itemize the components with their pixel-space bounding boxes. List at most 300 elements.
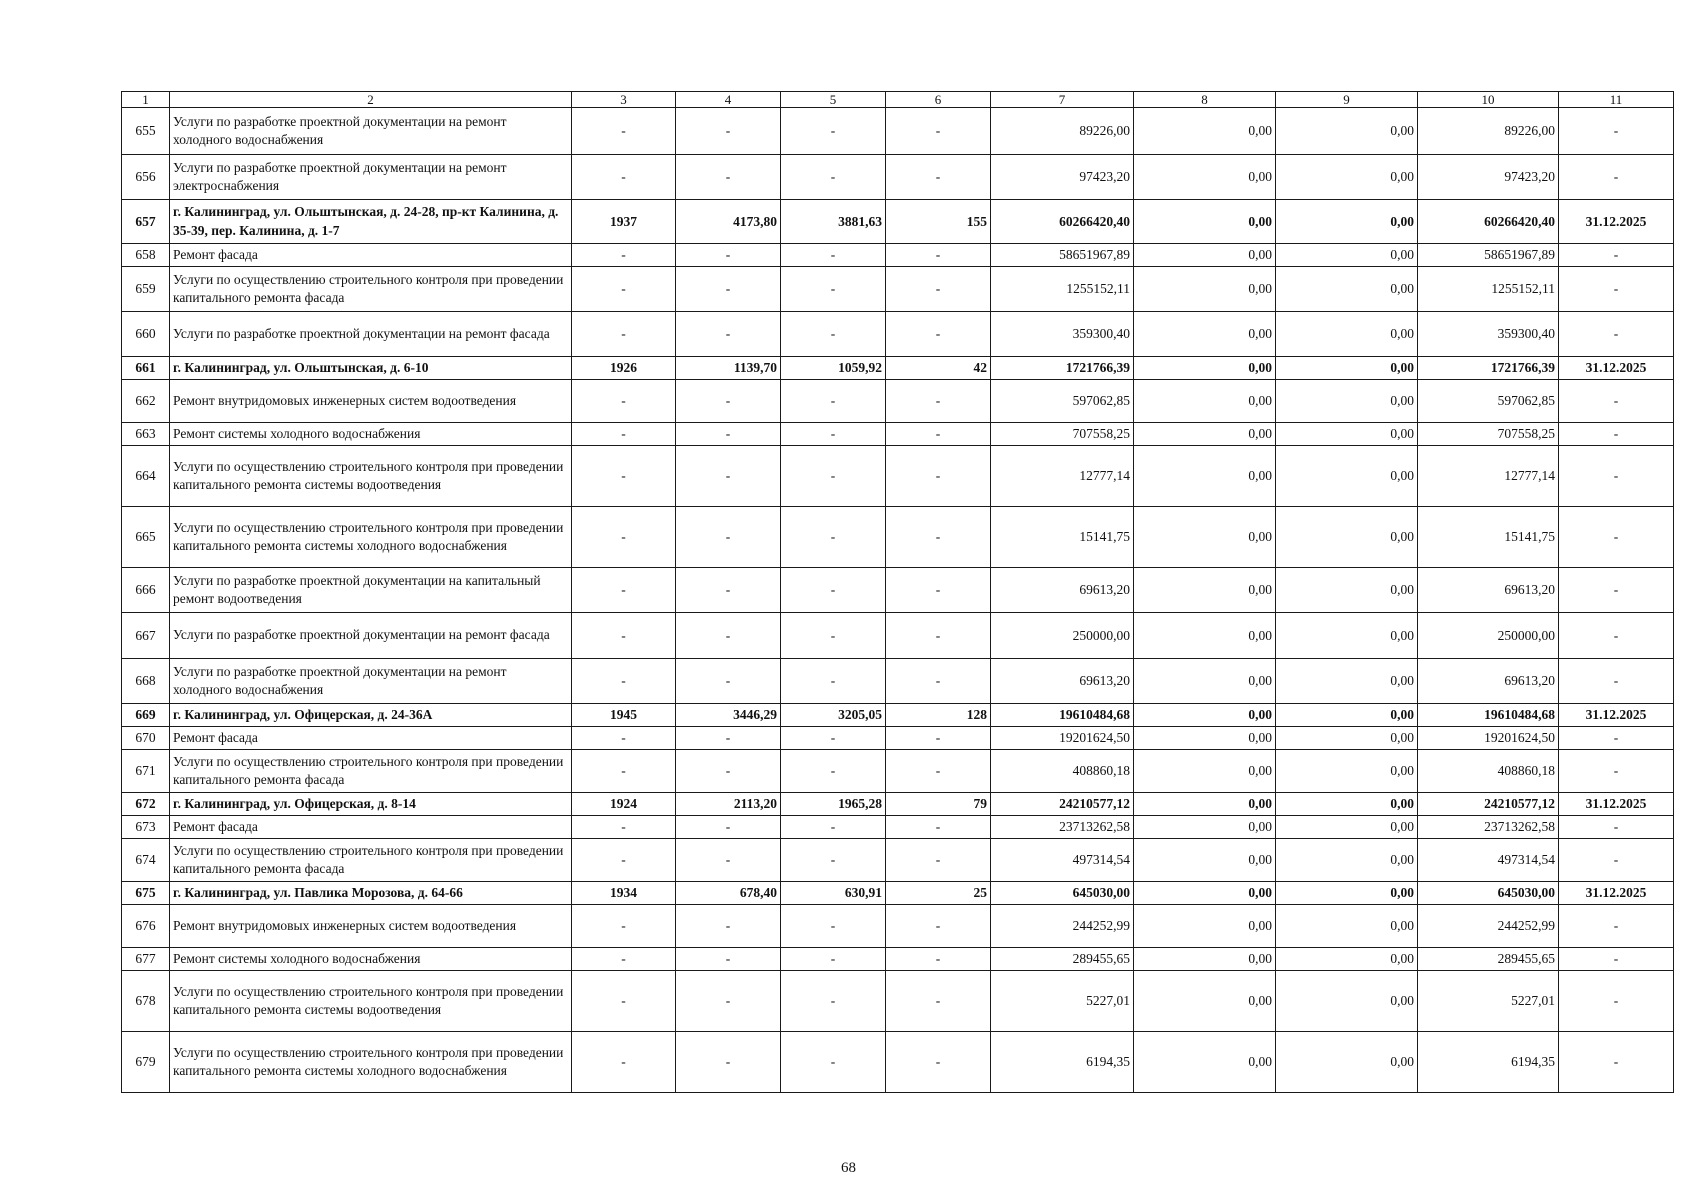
work-row [122,446,1674,507]
completion-date-cell: 31.12.2025 [1559,704,1674,727]
fund-cost-cell: 0,00 [1134,507,1276,568]
residents-cell: 155 [886,200,991,244]
work-description: г. Калининград, ул. Павлика Морозова, д. 64-66 [170,882,572,905]
area-total-cell: - [676,423,781,446]
total-cost-cell: 23713262,58 [991,816,1134,839]
area-total-cell: - [676,380,781,423]
budget-cost-cell: 0,00 [1276,1032,1418,1093]
area-living-cell: - [781,423,886,446]
column-header: 10 [1418,92,1559,108]
residents-cell: - [886,948,991,971]
completion-date-cell: - [1559,971,1674,1032]
work-description: г. Калининград, ул. Ольштынская, д. 24-28, пр-кт Калинина, д. 35-39, пер. Калинина, д. 1-7 [170,200,572,244]
build-year-cell: - [572,839,676,882]
work-description: Услуги по разработке проектной документации на ремонт холодного водоснабжения [170,108,572,155]
budget-cost-cell: 0,00 [1276,155,1418,200]
row-number: 678 [122,971,170,1032]
completion-date-cell: - [1559,423,1674,446]
area-living-cell: - [781,155,886,200]
completion-date-cell: - [1559,613,1674,659]
area-living-cell: - [781,568,886,613]
area-living-cell: 3205,05 [781,704,886,727]
total-cost-cell: 89226,00 [991,108,1134,155]
build-year-cell: - [572,568,676,613]
area-living-cell: 630,91 [781,882,886,905]
build-year-cell: - [572,613,676,659]
row-number: 655 [122,108,170,155]
completion-date-cell: - [1559,108,1674,155]
build-year-cell: - [572,380,676,423]
owners-cost-cell: 250000,00 [1418,613,1559,659]
fund-cost-cell: 0,00 [1134,793,1276,816]
residents-cell: - [886,659,991,704]
build-year-cell: - [572,507,676,568]
work-description: Ремонт внутридомовых инженерных систем водоотведения [170,905,572,948]
completion-date-cell: - [1559,568,1674,613]
area-total-cell: - [676,568,781,613]
table-body [122,92,1674,1093]
work-description: Услуги по осуществлению строительного контроля при проведении капитального ремонта фасада [170,839,572,882]
work-row [122,267,1674,312]
owners-cost-cell: 23713262,58 [1418,816,1559,839]
total-cost-cell: 24210577,12 [991,793,1134,816]
residents-cell: - [886,750,991,793]
owners-cost-cell: 19610484,68 [1418,704,1559,727]
row-number: 672 [122,793,170,816]
budget-cost-cell: 0,00 [1276,568,1418,613]
fund-cost-cell: 0,00 [1134,905,1276,948]
column-header: 7 [991,92,1134,108]
build-year-cell: - [572,659,676,704]
residents-cell: - [886,905,991,948]
area-total-cell: - [676,839,781,882]
budget-cost-cell: 0,00 [1276,244,1418,267]
owners-cost-cell: 12777,14 [1418,446,1559,507]
column-header: 5 [781,92,886,108]
residents-cell: - [886,423,991,446]
row-number: 671 [122,750,170,793]
area-living-cell: - [781,905,886,948]
fund-cost-cell: 0,00 [1134,108,1276,155]
fund-cost-cell: 0,00 [1134,704,1276,727]
fund-cost-cell: 0,00 [1134,882,1276,905]
work-description: Услуги по осуществлению строительного контроля при проведении капитального ремонта фасада [170,267,572,312]
area-living-cell: - [781,839,886,882]
fund-cost-cell: 0,00 [1134,816,1276,839]
residents-cell: 79 [886,793,991,816]
work-description: Ремонт системы холодного водоснабжения [170,948,572,971]
area-total-cell: 678,40 [676,882,781,905]
owners-cost-cell: 497314,54 [1418,839,1559,882]
row-number: 656 [122,155,170,200]
work-description: Услуги по осуществлению строительного контроля при проведении капитального ремонта системы холодного водоснабжения [170,1032,572,1093]
completion-date-cell: - [1559,750,1674,793]
residents-cell: - [886,971,991,1032]
total-cost-cell: 250000,00 [991,613,1134,659]
build-year-cell: - [572,750,676,793]
owners-cost-cell: 69613,20 [1418,568,1559,613]
work-row [122,905,1674,948]
build-year-cell: - [572,971,676,1032]
row-number: 660 [122,312,170,357]
completion-date-cell: - [1559,446,1674,507]
area-living-cell: - [781,312,886,357]
row-number: 663 [122,423,170,446]
completion-date-cell: - [1559,905,1674,948]
area-total-cell: 3446,29 [676,704,781,727]
area-total-cell: - [676,613,781,659]
budget-cost-cell: 0,00 [1276,750,1418,793]
column-header: 11 [1559,92,1674,108]
budget-cost-cell: 0,00 [1276,200,1418,244]
work-description: Ремонт внутридомовых инженерных систем водоотведения [170,380,572,423]
area-living-cell: 1059,92 [781,357,886,380]
build-year-cell: 1934 [572,882,676,905]
row-number: 661 [122,357,170,380]
row-number: 669 [122,704,170,727]
build-year-cell: - [572,948,676,971]
owners-cost-cell: 359300,40 [1418,312,1559,357]
build-year-cell: 1945 [572,704,676,727]
budget-cost-cell: 0,00 [1276,839,1418,882]
budget-cost-cell: 0,00 [1276,704,1418,727]
work-description: Услуги по осуществлению строительного контроля при проведении капитального ремонта системы водоотведения [170,446,572,507]
work-row [122,816,1674,839]
fund-cost-cell: 0,00 [1134,267,1276,312]
owners-cost-cell: 1721766,39 [1418,357,1559,380]
owners-cost-cell: 244252,99 [1418,905,1559,948]
total-cost-cell: 408860,18 [991,750,1134,793]
owners-cost-cell: 15141,75 [1418,507,1559,568]
area-living-cell: 1965,28 [781,793,886,816]
column-header: 9 [1276,92,1418,108]
row-number: 658 [122,244,170,267]
budget-cost-cell: 0,00 [1276,727,1418,750]
total-cost-cell: 1255152,11 [991,267,1134,312]
work-description: Услуги по разработке проектной документации на ремонт фасада [170,613,572,659]
work-description: Услуги по осуществлению строительного контроля при проведении капитального ремонта системы холодного водоснабжения [170,507,572,568]
page-number: 68 [841,1160,856,1176]
fund-cost-cell: 0,00 [1134,244,1276,267]
owners-cost-cell: 58651967,89 [1418,244,1559,267]
completion-date-cell: - [1559,155,1674,200]
work-row [122,568,1674,613]
column-header: 6 [886,92,991,108]
residents-cell: - [886,155,991,200]
area-living-cell: - [781,380,886,423]
residents-cell: 25 [886,882,991,905]
area-living-cell: - [781,971,886,1032]
area-living-cell: - [781,108,886,155]
work-description: Услуги по разработке проектной документации на капитальный ремонт водоотведения [170,568,572,613]
owners-cost-cell: 408860,18 [1418,750,1559,793]
completion-date-cell: 31.12.2025 [1559,357,1674,380]
fund-cost-cell: 0,00 [1134,839,1276,882]
build-year-cell: 1924 [572,793,676,816]
completion-date-cell: - [1559,380,1674,423]
work-row [122,659,1674,704]
work-row [122,613,1674,659]
area-total-cell: 1139,70 [676,357,781,380]
work-row [122,750,1674,793]
work-row [122,423,1674,446]
work-row [122,839,1674,882]
build-year-cell: - [572,312,676,357]
fund-cost-cell: 0,00 [1134,727,1276,750]
work-description: Услуги по разработке проектной документации на ремонт фасада [170,312,572,357]
fund-cost-cell: 0,00 [1134,200,1276,244]
budget-cost-cell: 0,00 [1276,613,1418,659]
build-year-cell: - [572,423,676,446]
area-living-cell: - [781,507,886,568]
row-number: 679 [122,1032,170,1093]
total-cost-cell: 597062,85 [991,380,1134,423]
row-number: 667 [122,613,170,659]
owners-cost-cell: 24210577,12 [1418,793,1559,816]
build-year-cell: - [572,244,676,267]
work-row [122,507,1674,568]
address-row [122,704,1674,727]
budget-cost-cell: 0,00 [1276,380,1418,423]
work-row [122,380,1674,423]
work-row [122,727,1674,750]
fund-cost-cell: 0,00 [1134,568,1276,613]
fund-cost-cell: 0,00 [1134,659,1276,704]
total-cost-cell: 1721766,39 [991,357,1134,380]
area-total-cell: - [676,108,781,155]
completion-date-cell: 31.12.2025 [1559,882,1674,905]
residents-cell: 128 [886,704,991,727]
budget-cost-cell: 0,00 [1276,905,1418,948]
build-year-cell: - [572,267,676,312]
budget-cost-cell: 0,00 [1276,507,1418,568]
total-cost-cell: 69613,20 [991,659,1134,704]
row-number: 666 [122,568,170,613]
build-year-cell: 1926 [572,357,676,380]
residents-cell: 42 [886,357,991,380]
residents-cell: - [886,507,991,568]
residents-cell: - [886,613,991,659]
row-number: 659 [122,267,170,312]
address-row [122,882,1674,905]
fund-cost-cell: 0,00 [1134,446,1276,507]
total-cost-cell: 707558,25 [991,423,1134,446]
owners-cost-cell: 97423,20 [1418,155,1559,200]
area-total-cell: - [676,312,781,357]
area-living-cell: 3881,63 [781,200,886,244]
total-cost-cell: 19201624,50 [991,727,1134,750]
work-description: Услуги по осуществлению строительного контроля при проведении капитального ремонта фасада [170,750,572,793]
completion-date-cell: - [1559,1032,1674,1093]
completion-date-cell: - [1559,267,1674,312]
column-header: 4 [676,92,781,108]
row-number: 668 [122,659,170,704]
total-cost-cell: 15141,75 [991,507,1134,568]
total-cost-cell: 497314,54 [991,839,1134,882]
owners-cost-cell: 707558,25 [1418,423,1559,446]
completion-date-cell: - [1559,948,1674,971]
total-cost-cell: 244252,99 [991,905,1134,948]
budget-cost-cell: 0,00 [1276,267,1418,312]
address-row [122,200,1674,244]
fund-cost-cell: 0,00 [1134,312,1276,357]
budget-cost-cell: 0,00 [1276,971,1418,1032]
area-living-cell: - [781,267,886,312]
area-living-cell: - [781,613,886,659]
work-description: г. Калининград, ул. Офицерская, д. 24-36А [170,704,572,727]
area-total-cell: 4173,80 [676,200,781,244]
residents-cell: - [886,568,991,613]
build-year-cell: - [572,727,676,750]
budget-cost-cell: 0,00 [1276,108,1418,155]
total-cost-cell: 19610484,68 [991,704,1134,727]
fund-cost-cell: 0,00 [1134,423,1276,446]
residents-cell: - [886,816,991,839]
completion-date-cell: - [1559,727,1674,750]
row-number: 657 [122,200,170,244]
area-total-cell: - [676,446,781,507]
work-description: Услуги по разработке проектной документации на ремонт холодного водоснабжения [170,659,572,704]
total-cost-cell: 359300,40 [991,312,1134,357]
area-total-cell: - [676,659,781,704]
completion-date-cell: - [1559,839,1674,882]
work-description: Ремонт фасада [170,727,572,750]
budget-cost-cell: 0,00 [1276,446,1418,507]
work-description: Ремонт системы холодного водоснабжения [170,423,572,446]
budget-cost-cell: 0,00 [1276,948,1418,971]
column-header: 2 [170,92,572,108]
area-living-cell: - [781,750,886,793]
row-number: 674 [122,839,170,882]
completion-date-cell: - [1559,244,1674,267]
work-description: Ремонт фасада [170,244,572,267]
residents-cell: - [886,380,991,423]
area-total-cell: - [676,1032,781,1093]
work-row [122,312,1674,357]
residents-cell: - [886,1032,991,1093]
work-description: Услуги по разработке проектной документации на ремонт электроснабжения [170,155,572,200]
area-total-cell: - [676,507,781,568]
row-number: 670 [122,727,170,750]
build-year-cell: 1937 [572,200,676,244]
completion-date-cell: 31.12.2025 [1559,793,1674,816]
residents-cell: - [886,727,991,750]
work-description: Ремонт фасада [170,816,572,839]
owners-cost-cell: 1255152,11 [1418,267,1559,312]
area-total-cell: - [676,727,781,750]
residents-cell: - [886,108,991,155]
area-total-cell: - [676,750,781,793]
owners-cost-cell: 69613,20 [1418,659,1559,704]
area-living-cell: - [781,446,886,507]
area-total-cell: - [676,948,781,971]
row-number: 665 [122,507,170,568]
work-row [122,108,1674,155]
build-year-cell: - [572,905,676,948]
row-number: 675 [122,882,170,905]
row-number: 676 [122,905,170,948]
fund-cost-cell: 0,00 [1134,380,1276,423]
residents-cell: - [886,267,991,312]
area-total-cell: - [676,971,781,1032]
build-year-cell: - [572,446,676,507]
work-row [122,244,1674,267]
build-year-cell: - [572,816,676,839]
residents-cell: - [886,446,991,507]
budget-cost-cell: 0,00 [1276,423,1418,446]
fund-cost-cell: 0,00 [1134,357,1276,380]
fund-cost-cell: 0,00 [1134,613,1276,659]
owners-cost-cell: 597062,85 [1418,380,1559,423]
budget-cost-cell: 0,00 [1276,659,1418,704]
area-living-cell: - [781,948,886,971]
area-total-cell: - [676,905,781,948]
budget-cost-cell: 0,00 [1276,357,1418,380]
area-living-cell: - [781,1032,886,1093]
column-header: 3 [572,92,676,108]
budget-cost-cell: 0,00 [1276,882,1418,905]
completion-date-cell: 31.12.2025 [1559,200,1674,244]
budget-table [121,91,1674,1093]
row-number: 664 [122,446,170,507]
area-living-cell: - [781,727,886,750]
work-description: г. Калининград, ул. Ольштынская, д. 6-10 [170,357,572,380]
total-cost-cell: 6194,35 [991,1032,1134,1093]
budget-cost-cell: 0,00 [1276,816,1418,839]
work-row [122,948,1674,971]
address-row [122,357,1674,380]
total-cost-cell: 60266420,40 [991,200,1134,244]
budget-cost-cell: 0,00 [1276,793,1418,816]
owners-cost-cell: 60266420,40 [1418,200,1559,244]
completion-date-cell: - [1559,507,1674,568]
row-number: 677 [122,948,170,971]
area-total-cell: - [676,155,781,200]
column-header: 1 [122,92,170,108]
fund-cost-cell: 0,00 [1134,1032,1276,1093]
fund-cost-cell: 0,00 [1134,948,1276,971]
area-total-cell: - [676,244,781,267]
total-cost-cell: 12777,14 [991,446,1134,507]
fund-cost-cell: 0,00 [1134,155,1276,200]
owners-cost-cell: 89226,00 [1418,108,1559,155]
fund-cost-cell: 0,00 [1134,971,1276,1032]
build-year-cell: - [572,155,676,200]
owners-cost-cell: 289455,65 [1418,948,1559,971]
area-total-cell: - [676,816,781,839]
residents-cell: - [886,244,991,267]
row-number: 662 [122,380,170,423]
build-year-cell: - [572,1032,676,1093]
area-living-cell: - [781,816,886,839]
completion-date-cell: - [1559,816,1674,839]
area-living-cell: - [781,659,886,704]
total-cost-cell: 289455,65 [991,948,1134,971]
budget-cost-cell: 0,00 [1276,312,1418,357]
total-cost-cell: 58651967,89 [991,244,1134,267]
area-total-cell: - [676,267,781,312]
address-row [122,793,1674,816]
column-number-header-row [122,92,1674,108]
work-row [122,155,1674,200]
work-row [122,1032,1674,1093]
work-description: г. Калининград, ул. Офицерская, д. 8-14 [170,793,572,816]
owners-cost-cell: 645030,00 [1418,882,1559,905]
row-number: 673 [122,816,170,839]
area-living-cell: - [781,244,886,267]
residents-cell: - [886,312,991,357]
owners-cost-cell: 5227,01 [1418,971,1559,1032]
